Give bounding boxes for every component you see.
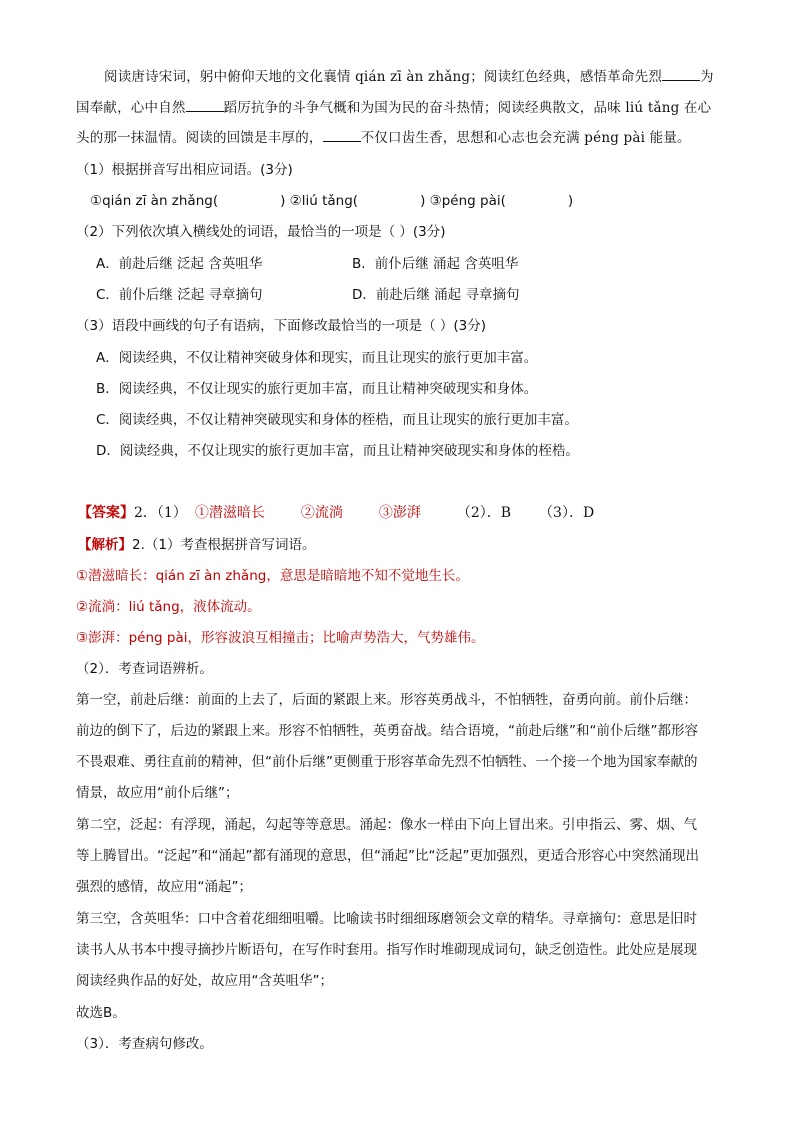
- passage-line-1: [104, 66, 714, 87]
- analysis-para-1-line-1: 第一空，前赴后继：前面的上去了，后面的紧跟上来。形容英勇战斗，不怕牺牲，奋勇向前。前仆后继：: [76, 692, 697, 708]
- fill-blank: [662, 66, 700, 81]
- analysis-para-2-line-2: 等上腾冒出。“泛起”和“涌起”都有涌现的意思，但“涌起”比“泛起”更加强烈，更适合形容心中突然涌现出: [76, 848, 699, 864]
- answer-1: ①潜滋暗长: [194, 505, 265, 521]
- analysis-para-3-line-3: 阅读经典作品的好处，故应用“含英咀华”；: [76, 973, 333, 989]
- answer-part-3: （3）．D: [539, 505, 595, 521]
- analysis-label: 【解析】: [78, 537, 132, 553]
- analysis-para-1-line-3: 不畏艰难、勇往直前的精神，但“前仆后继”更侧重于形容革命先烈不怕牺牲、一个接一个地为国家奉献的: [76, 754, 698, 770]
- analysis-para-2-line-1: 第二空，泛起：有浮现，涌起，勾起等等意思。涌起：像水一样由下向上冒出来。引申指云、雾、烟、气: [76, 817, 697, 833]
- q3-option-d: D．阅读经典，不仅让现实的旅行更加丰富，而且让精神突破现实和身体的桎梏。: [96, 443, 579, 459]
- q2-option-c: C．前仆后继 泛起 寻章摘句: [96, 287, 263, 303]
- passage-text: 头的那一抹温情。阅读的回馈是丰厚的，: [76, 130, 323, 146]
- analysis-word-3: ③澎湃：péng pài，形容波浪互相撞击；比喻声势浩大，气势雄伟。: [76, 630, 485, 646]
- passage-text: 阅读唐诗宋词，躬中俯仰天地的文化襄情 qián zī àn zhǎng；阅读红色经典，感悟革命先烈: [104, 69, 663, 85]
- analysis-para-1-line-2: 前边的倒下了，后边的紧跟上来。形容不怕牺牲，英勇奋战。结合语境，“前赴后继”和“前仆后继”都形容: [76, 723, 698, 739]
- analysis-word-2: ②流淌：liú tǎng，液体流动。: [76, 599, 261, 615]
- q2-option-d: D．前赴后继 涌起 寻章摘句: [352, 287, 520, 303]
- answer-label: 【答案】: [78, 505, 134, 521]
- q1-item-end: ): [567, 193, 574, 209]
- passage-text: 国奉献，心中自然: [76, 100, 186, 116]
- analysis-section-3: （3）．考查病句修改。: [76, 1036, 213, 1052]
- q2-stem: （2）下列依次填入横线处的词语，最恰当的一项是（ ）(3分): [76, 224, 446, 240]
- analysis-section-2: （2）．考查词语辨析。: [76, 661, 213, 677]
- passage-text: 蹈厉抗争的斗争气概和为国为民的奋斗热情；阅读经典散文，品味 liú tǎng 在心: [223, 100, 712, 116]
- analysis-intro: [78, 535, 315, 555]
- fill-blank: [323, 127, 361, 142]
- passage-line-3: [76, 127, 691, 148]
- q2-option-b: B．前仆后继 涌起 含英咀华: [352, 256, 519, 272]
- answer-row: [78, 503, 594, 523]
- q3-option-b: B．阅读经典，不仅让现实的旅行更加丰富，而且让精神突破现实和身体。: [96, 381, 538, 397]
- analysis-intro-text: 2.（1）考查根据拼音写词语。: [132, 537, 316, 553]
- analysis-para-2-line-3: 强烈的感情，故应用“涌起”；: [76, 879, 252, 895]
- answer-3: ③澎湃: [378, 505, 421, 521]
- passage-text: 为: [700, 69, 714, 85]
- answer-number: 2．（1）: [134, 505, 187, 521]
- analysis-para-3-line-2: 读书人从书本中搜寻摘抄片断语句，在写作时套用。指写作时堆砌现成词句，缺乏创造性。此处应是展现: [76, 942, 697, 958]
- analysis-word-1: ①潜滋暗长：qián zī àn zhǎng，意思是暗暗地不知不觉地生长。: [76, 568, 469, 584]
- q3-stem: （3）语段中画线的句子有语病，下面修改最恰当的一项是（ ）(3分): [76, 318, 487, 334]
- q1-item-3: ) ③péng pài(: [420, 193, 506, 209]
- q3-option-a: A．阅读经典，不仅让精神突破身体和现实，而且让现实的旅行更加丰富。: [96, 350, 538, 366]
- answer-part-2: （2）．B: [456, 505, 512, 521]
- q3-option-c: C．阅读经典，不仅让精神突破现实和身体的桎梏，而且让现实的旅行更加丰富。: [96, 412, 578, 428]
- analysis-para-3-line-1: 第三空，含英咀华：口中含着花细细咀嚼。比喻读书时细细琢磨领会文章的精华。寻章摘句：意思是旧时: [76, 911, 697, 927]
- analysis-para-1-line-4: 情景，故应用“前仆后继”；: [76, 785, 239, 801]
- q1-pinyin-row: [90, 191, 573, 211]
- analysis-conclusion: 故选B。: [76, 1005, 126, 1021]
- answer-2: ②流淌: [300, 505, 343, 521]
- fill-blank: [186, 97, 224, 112]
- q1-item-1: ①qián zī àn zhǎng(: [90, 193, 219, 209]
- q1-stem: （1）根据拼音写出相应词语。(3分): [76, 162, 293, 178]
- q1-item-2: ) ②liú tǎng(: [280, 193, 359, 209]
- q2-option-a: A．前赴后继 泛起 含英咀华: [96, 256, 263, 272]
- passage-text: 不仅口齿生香，思想和心志也会充满 péng pài 能量。: [360, 130, 691, 146]
- passage-line-2: [76, 97, 711, 118]
